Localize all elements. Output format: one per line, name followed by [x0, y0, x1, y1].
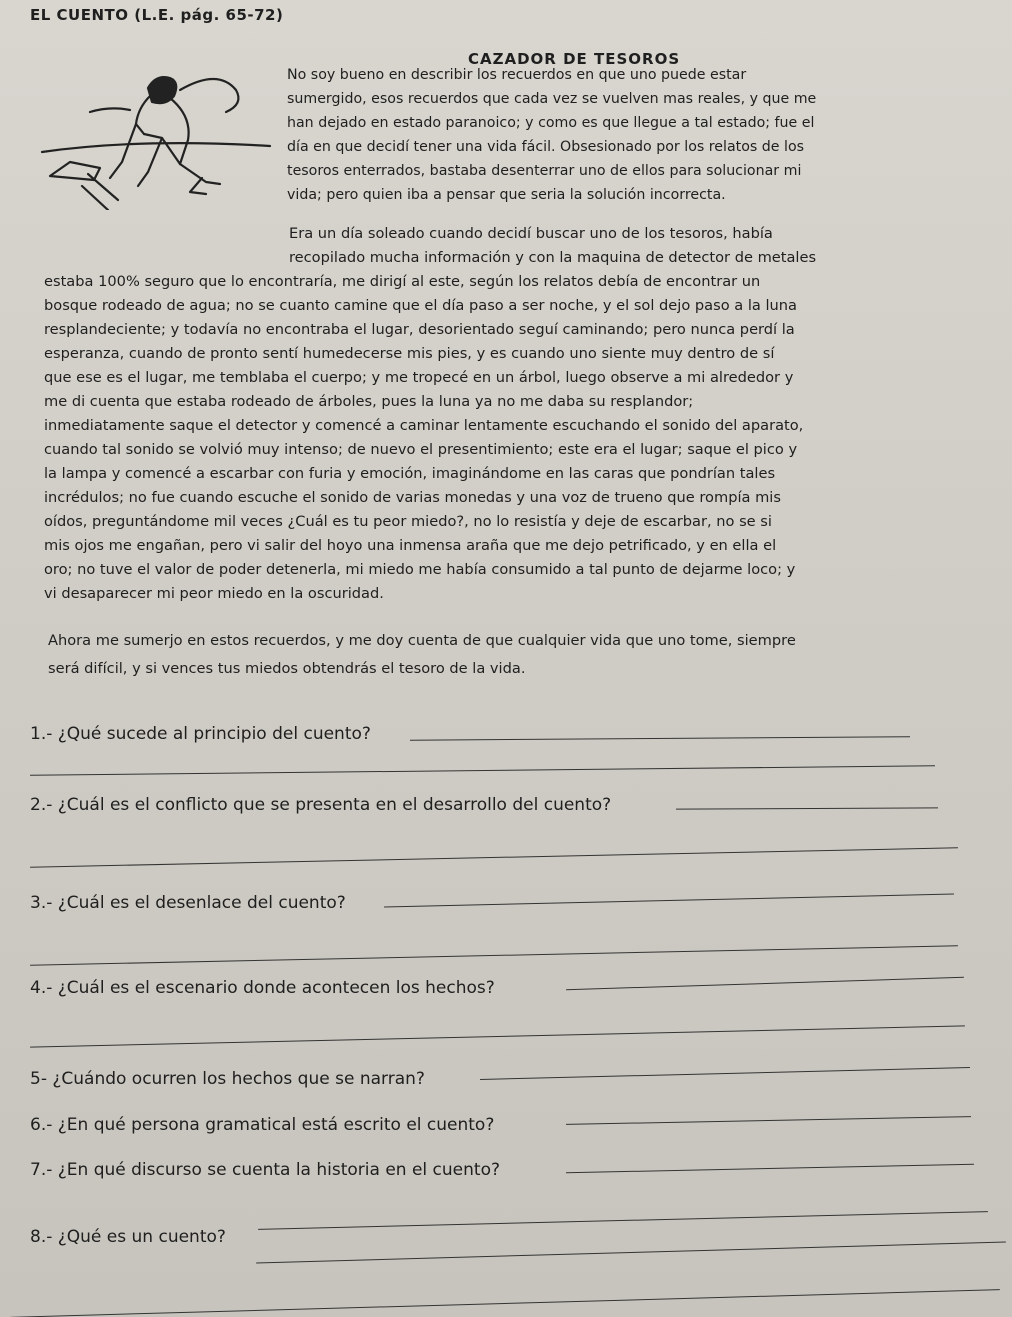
man-digging-with-shovel-icon	[30, 60, 280, 210]
text-line: inmediatamente saque el detector y comencé a caminar lentamente escuchando el sonido del aparato,	[44, 417, 804, 434]
text-line: mis ojos me engañan, pero vi salir del hoyo una inmensa araña que me dejo petrificado, y en ella el	[44, 537, 777, 554]
question-7: 7.- ¿En qué discurso se cuenta la historia en el cuento?	[30, 1160, 500, 1180]
text-line: oídos, preguntándome mil veces ¿Cuál es tu peor miedo?, no lo resistía y deje de escarbar, no se si	[44, 513, 772, 530]
answer-line-8b[interactable]	[10, 1289, 1000, 1317]
question-6: 6.- ¿En qué persona gramatical está escrito el cuento?	[30, 1115, 495, 1135]
answer-line-8a[interactable]	[256, 1242, 1006, 1264]
answer-line-6[interactable]	[566, 1116, 971, 1125]
worksheet-header: EL CUENTO (L.E. pág. 65-72)	[30, 6, 284, 24]
answer-line-2a[interactable]	[676, 807, 938, 809]
text-line: incrédulos; no fue cuando escuche el sonido de varias monedas y una voz de trueno que rompía mis	[44, 489, 781, 506]
answer-line-7b[interactable]	[258, 1211, 988, 1230]
answer-line-2b[interactable]	[30, 847, 958, 867]
question-2: 2.- ¿Cuál es el conflicto que se presenta en el desarrollo del cuento?	[30, 795, 612, 815]
text-line: que ese es el lugar, me temblaba el cuerpo; y me tropecé en un árbol, luego observe a mi alrededor y	[44, 369, 794, 386]
question-1: 1.- ¿Qué sucede al principio del cuento?	[30, 724, 371, 744]
answer-line-3b[interactable]	[30, 945, 958, 965]
text-line: vida; pero quien iba a pensar que seria la solución incorrecta.	[287, 187, 726, 203]
text-line: han dejado en estado paranoico; y como es que llegue a tal estado; fue el	[287, 115, 815, 131]
answer-line-7a[interactable]	[566, 1164, 974, 1174]
text-line: tesoros enterrados, bastaba desenterrar uno de ellos para solucionar mi	[287, 163, 802, 179]
question-5: 5- ¿Cuándo ocurren los hechos que se narran?	[30, 1069, 425, 1089]
question-3: 3.- ¿Cuál es el desenlace del cuento?	[30, 893, 346, 913]
text-line: esperanza, cuando de pronto sentí humedecerse mis pies, y es cuando uno siente muy dentro de sí	[44, 345, 775, 362]
text-line: No soy bueno en describir los recuerdos en que uno puede estar	[287, 67, 747, 83]
answer-line-1b[interactable]	[30, 765, 935, 775]
text-line: día en que decidí tener una vida fácil. Obsesionado por los relatos de los	[287, 139, 805, 155]
text-line: la lampa y comencé a escarbar con furia y emoción, imaginándome en las caras que pondrían tales	[44, 465, 776, 482]
answer-line-4a[interactable]	[566, 977, 964, 991]
text-line: cuando tal sonido se volvió muy intenso; de nuevo el presentimiento; este era el lugar; saque el pico y	[44, 441, 798, 458]
text-line: oro; no tuve el valor de poder detenerla, mi miedo me había consumido a tal punto de dejarme loco; y	[44, 561, 796, 578]
story-title: CAZADOR DE TESOROS	[468, 50, 681, 68]
text-line: me di cuenta que estaba rodeado de árboles, pues la luna ya no me daba su resplandor;	[44, 393, 694, 410]
answer-line-1a[interactable]	[410, 736, 910, 740]
text-line: bosque rodeado de agua; no se cuanto camine que el día paso a ser noche, y el sol dejo paso a la luna	[44, 297, 798, 314]
text-line: Era un día soleado cuando decidí buscar uno de los tesoros, había	[289, 225, 773, 242]
answer-line-4b[interactable]	[30, 1025, 965, 1047]
question-4: 4.- ¿Cuál es el escenario donde acontecen los hechos?	[30, 978, 495, 998]
text-line: estaba 100% seguro que lo encontraría, me dirigí al este, según los relatos debía de encontrar un	[44, 273, 761, 290]
text-line: recopilado mucha información y con la maquina de detector de metales	[289, 249, 817, 266]
text-line: sumergido, esos recuerdos que cada vez se vuelven mas reales, y que me	[287, 91, 817, 107]
text-line: será difícil, y si vences tus miedos obtendrás el tesoro de la vida.	[48, 660, 526, 677]
text-line: vi desaparecer mi peor miedo en la oscuridad.	[44, 585, 384, 602]
answer-line-5[interactable]	[480, 1067, 970, 1080]
answer-line-3a[interactable]	[384, 894, 954, 908]
text-line: Ahora me sumerjo en estos recuerdos, y me doy cuenta de que cualquier vida que uno tome, siempre	[48, 632, 796, 649]
question-8: 8.- ¿Qué es un cuento?	[30, 1227, 226, 1247]
text-line: resplandeciente; y todavía no encontraba el lugar, desorientado seguí caminando; pero nunca perdí la	[44, 321, 795, 338]
